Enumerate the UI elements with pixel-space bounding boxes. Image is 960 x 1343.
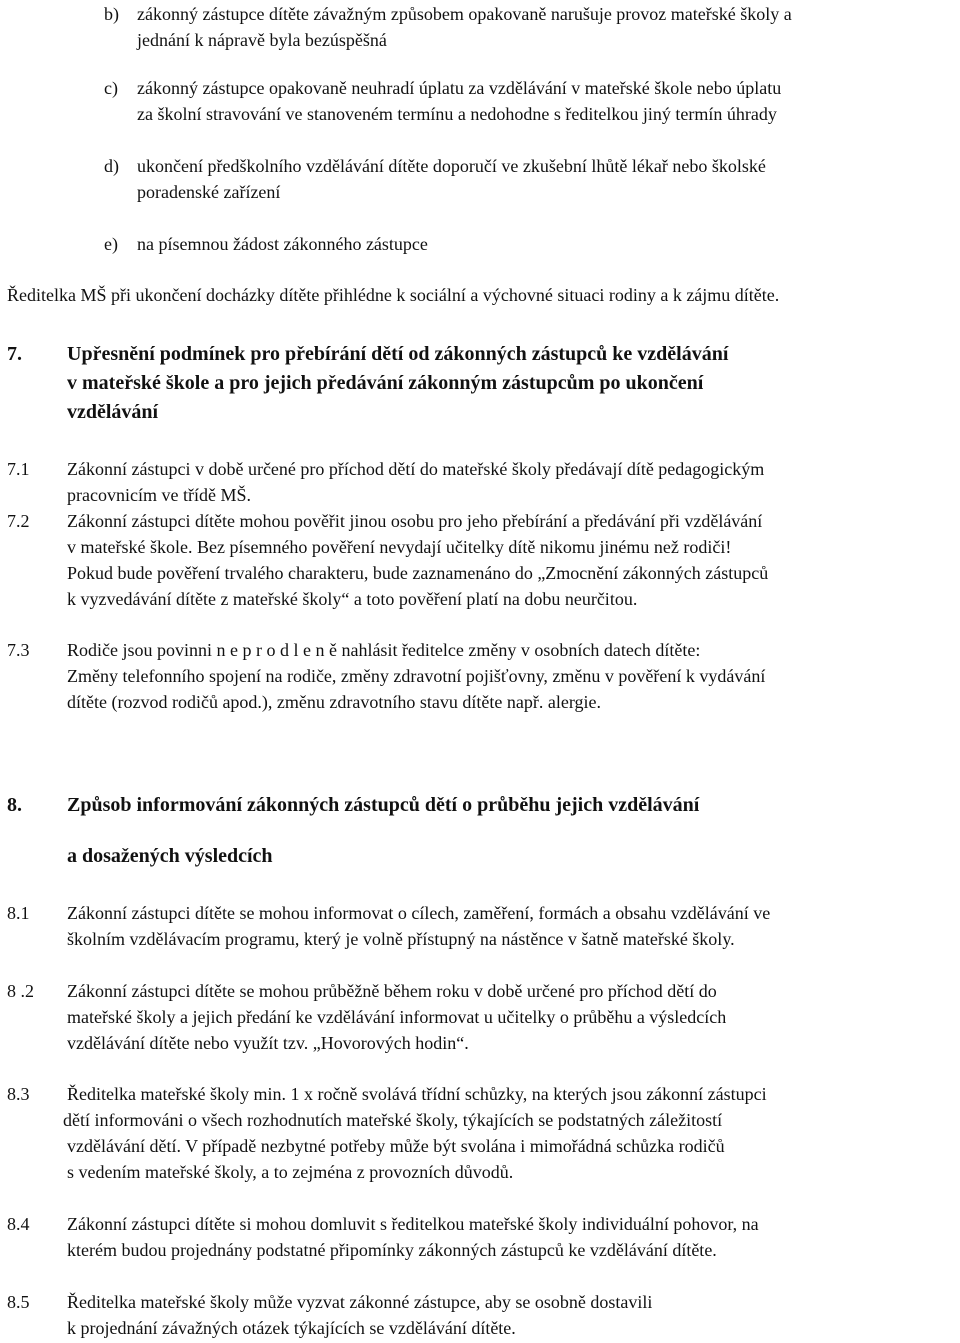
item-text: Zákonní zástupci dítěte se mohou průběžně během roku v době určené pro příchod dětí do	[67, 981, 717, 1001]
item-number: 8 .2	[7, 981, 34, 1001]
item-text: Rodiče jsou povinni n e p r o d l e n ě nahlásit ředitelce změny v osobních datech dítěte:	[67, 640, 701, 660]
item-text: Pokud bude pověření trvalého charakteru, bude zaznamenáno do „Zmocnění zákonných zástupců	[67, 563, 769, 583]
item-text: k projednání závažných otázek týkajících se vzdělávání dítěte.	[67, 1318, 516, 1338]
list-item-text: ukončení předškolního vzdělávání dítěte doporučí ve zkušební lhůtě lékař nebo školské	[137, 156, 766, 176]
item-text: mateřské školy a jejich předání ke vzdělávání informovat u učitelky o průběhu a výsledcích	[67, 1007, 727, 1027]
item-number: 7.2	[7, 511, 30, 531]
item-text: Ředitelka mateřské školy může vyzvat zákonné zástupce, aby se osobně dostavili	[67, 1292, 653, 1312]
item-number: 7.3	[7, 640, 30, 660]
list-item-text: zákonný zástupce dítěte závažným způsobem opakovaně narušuje provoz mateřské školy a	[137, 4, 792, 24]
list-item-text: na písemnou žádost zákonného zástupce	[137, 234, 428, 254]
list-item-text: zákonný zástupce opakovaně neuhradí úplatu za vzdělávání v mateřské škole nebo úplatu	[137, 78, 782, 98]
item-text: Ředitelka mateřské školy min. 1 x ročně svolává třídní schůzky, na kterých jsou zákonní zástupci	[67, 1084, 767, 1104]
item-text: vzdělávání dítěte nebo využít tzv. „Hovorových hodin“.	[67, 1033, 469, 1053]
list-item-text: za školní stravování ve stanoveném termínu a nedohodne s ředitelkou jiný termín úhrady	[137, 104, 777, 124]
section-title: v mateřské škole a pro jejich předávání zákonným zástupcům po ukončení	[67, 372, 704, 394]
item-text: školním vzdělávacím programu, který je volně přístupný na nástěnce v šatně mateřské školy.	[67, 929, 735, 949]
section-number: 8.	[7, 794, 22, 816]
item-text: Zákonní zástupci dítěte si mohou domluvit s ředitelkou mateřské školy individuální pohovor, na	[67, 1214, 759, 1234]
list-marker: d)	[104, 156, 119, 176]
item-text: dítěte (rozvod rodičů apod.), změnu zdravotního stavu dítěte např. alergie.	[67, 692, 601, 712]
item-text: kterém budou projednány podstatné připomínky zákonných zástupců ke vzdělávání dítěte.	[67, 1240, 717, 1260]
item-text: Zákonní zástupci dítěte mohou pověřit jinou osobu pro jeho přebírání a předávání při vzdělávání	[67, 511, 763, 531]
item-text: Zákonní zástupci dítěte se mohou informovat o cílech, zaměření, formách a obsahu vzdělávání ve	[67, 903, 771, 923]
list-marker: c)	[104, 78, 118, 98]
section-title: a dosažených výsledcích	[67, 845, 273, 867]
item-text: s vedením mateřské školy, a to zejména z provozních důvodů.	[67, 1162, 514, 1182]
section-title: Upřesnění podmínek pro přebírání dětí od zákonných zástupců ke vzdělávání	[67, 343, 729, 365]
item-text: k vyzvedávání dítěte z mateřské školy“ a toto pověření platí na dobu neurčitou.	[67, 589, 638, 609]
item-text: pracovnicím ve třídě MŠ.	[67, 485, 251, 505]
list-marker: e)	[104, 234, 118, 254]
item-text: vzdělávání dětí. V případě nezbytné potřeby může být svolána i mimořádná schůzka rodičů	[67, 1136, 725, 1156]
item-number: 7.1	[7, 459, 30, 479]
item-number: 8.4	[7, 1214, 30, 1234]
item-number: 8.5	[7, 1292, 30, 1312]
list-item-text: poradenské zařízení	[137, 182, 281, 202]
list-marker: b)	[104, 4, 119, 24]
section-title: vzdělávání	[67, 401, 159, 423]
item-text: Změny telefonního spojení na rodiče, změny zdravotní pojišťovny, změnu v pověření k vydávání	[67, 666, 766, 686]
section-title: Způsob informování zákonných zástupců dětí o průběhu jejich vzdělávání	[67, 794, 700, 816]
item-text: dětí informováni o všech rozhodnutích mateřské školy, týkajících se podstatných záležitostí	[63, 1110, 723, 1130]
item-number: 8.3	[7, 1084, 30, 1104]
item-text: Zákonní zástupci v době určené pro příchod dětí do mateřské školy předávají dítě pedagogickým	[67, 459, 765, 479]
item-number: 8.1	[7, 903, 30, 923]
section-number: 7.	[7, 343, 22, 365]
list-item-text: jednání k nápravě byla bezúspěšná	[137, 30, 387, 50]
item-text: v mateřské škole. Bez písemného pověření nevydají učitelky dítě nikomu jinému než rodiči!	[67, 537, 732, 557]
director-note: Ředitelka MŠ při ukončení docházky dítěte přihlédne k sociální a výchovné situaci rodiny a k zájmu dítěte.	[7, 285, 780, 305]
